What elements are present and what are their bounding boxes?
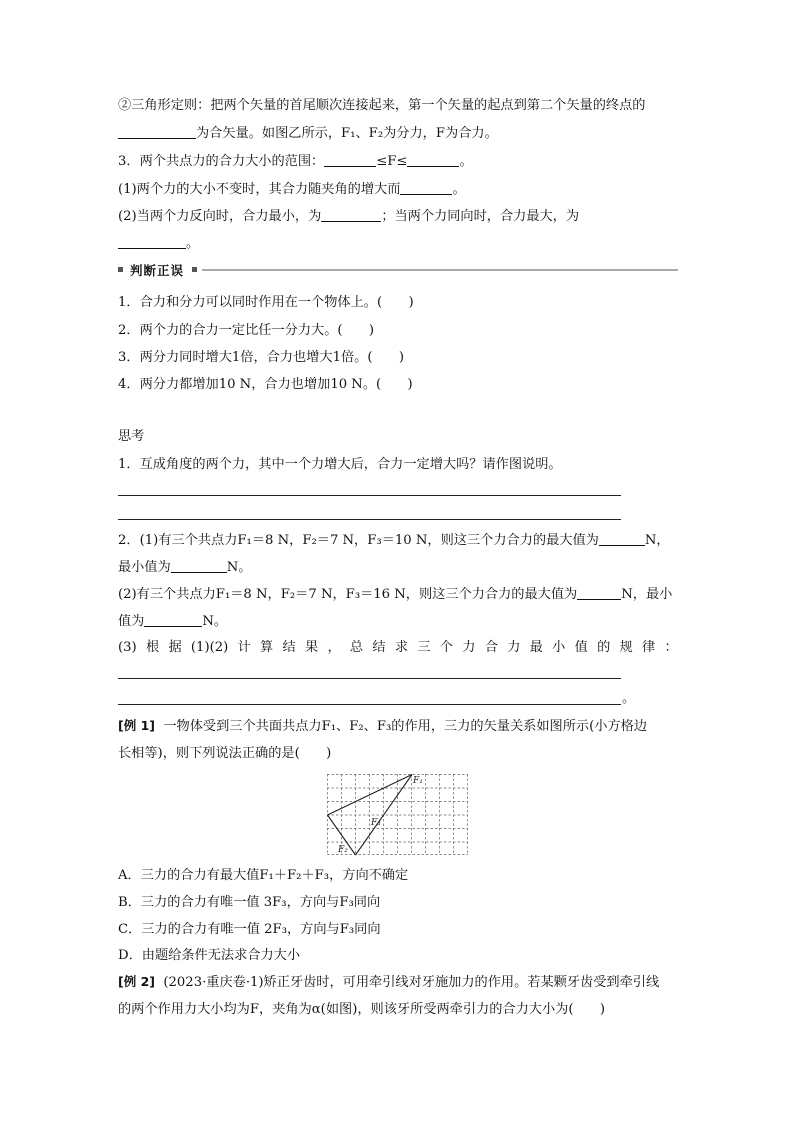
- char: 最: [529, 640, 543, 655]
- char: 结: [282, 640, 296, 655]
- text-span: (2)当两个力反向时，合力最小，为: [118, 209, 322, 224]
- fill-blank[interactable]: [171, 558, 227, 573]
- char: 据: [168, 640, 182, 655]
- grid-lines: [327, 774, 468, 855]
- fill-blank[interactable]: [577, 585, 621, 600]
- section-header: [118, 261, 678, 279]
- example-line: [118, 973, 659, 992]
- char: ：: [664, 640, 678, 655]
- text-span: 。: [186, 236, 200, 251]
- label-f3: F₃: [371, 818, 381, 828]
- think-question-spread: [118, 639, 678, 657]
- text-span: N，最小: [621, 587, 673, 602]
- char: 的: [597, 640, 611, 655]
- option-b[interactable]: B．三力的合力有唯一值 3F₃，方向与F₃同向: [118, 895, 381, 910]
- text-line: [118, 234, 199, 253]
- text-span: ≤F≤: [376, 154, 408, 169]
- text-span: (2023·重庆卷·1)矫正牙齿时，可用牵引线对牙施加力的作用。若某颗牙齿受到牵引线: [163, 975, 660, 990]
- judge-item: 3．两分力同时增大1倍，合力也增大1倍。( ): [118, 350, 405, 365]
- text-span: N，: [644, 533, 670, 548]
- text-span: 为合矢量。如图乙所示，F₁、F₂为分力，F为合力。: [196, 126, 498, 141]
- think-question: [118, 531, 670, 550]
- text-line: 长相等)，则下列说法正确的是( ): [118, 746, 332, 761]
- judge-item: 4．两分力都增加10 N，合力也增加10 N。( ): [118, 377, 413, 392]
- text-span: 一物体受到三个共面共点力F₁、F₂、F₃的作用，三力的矢量关系如图所示(小方格边: [163, 719, 648, 734]
- answer-line[interactable]: [118, 704, 621, 705]
- label-f2: F₂: [338, 845, 348, 855]
- answer-line[interactable]: [118, 678, 621, 679]
- char: 求: [394, 640, 409, 655]
- char: 算: [260, 640, 274, 655]
- fill-blank[interactable]: [400, 180, 452, 195]
- text-span: 最小值为: [118, 560, 171, 575]
- text-span: (1)两个力的大小不变时，其合力随夹角的增大而: [118, 182, 401, 197]
- char: 值: [574, 640, 588, 655]
- text-span: 3．两个共点力的合力大小的范围：: [118, 154, 325, 169]
- char: 总: [349, 640, 364, 655]
- option-a[interactable]: A．三力的合力有最大值F₁＋F₂＋F₃，方向不确定: [118, 868, 409, 883]
- char: 根: [145, 640, 160, 655]
- char: 力: [507, 640, 521, 655]
- text-line: 的两个作用力大小均为F，夹角为α(如图)，则该牙所受两牵引力的合力大小为( ): [118, 1002, 606, 1017]
- text-line: ②三角形定则：把两个矢量的首尾顺次连接起来，第一个矢量的起点到第二个矢量的终点的: [118, 98, 646, 113]
- answer-line[interactable]: [118, 519, 621, 520]
- fill-blank[interactable]: [118, 124, 196, 139]
- example-line: [118, 717, 647, 736]
- text-line: [118, 612, 227, 631]
- fill-blank[interactable]: [407, 152, 459, 167]
- square-icon: [118, 267, 123, 272]
- text-span: ；当两个力同向时，合力最大，为: [381, 209, 580, 224]
- fill-blank[interactable]: [599, 531, 645, 546]
- option-d[interactable]: D．由题给条件无法求合力大小: [118, 948, 301, 963]
- char: 小: [552, 640, 566, 655]
- text-line: [118, 124, 498, 143]
- char: 力: [462, 640, 476, 655]
- answer-line[interactable]: [118, 495, 621, 496]
- text-span: N。: [202, 614, 228, 629]
- think-question: 1．互成角度的两个力，其中一个力增大后，合力一定增大吗？请作图说明。: [118, 457, 562, 472]
- char: 计: [237, 640, 251, 655]
- char: ，: [327, 640, 341, 655]
- section-title: 判断正误: [130, 263, 185, 278]
- text-line: [118, 558, 251, 577]
- think-question: [118, 585, 672, 604]
- label-f1: F₁: [413, 776, 423, 786]
- text-line: [118, 207, 579, 226]
- text-span: (2)有三个共点力F₁＝8 N，F₂＝7 N，F₃＝16 N，则这三个力合力的最大值为: [118, 587, 578, 602]
- example-tag: [例 1]: [118, 718, 155, 733]
- char: 律: [642, 640, 656, 655]
- think-title: 思考: [118, 429, 145, 444]
- text-span: 2．(1)有三个共点力F₁＝8 N，F₂＝7 N，F₃＝10 N，则这三个力合力的最大值为: [118, 533, 599, 548]
- period: 。: [622, 691, 636, 706]
- judge-item: 2．两个力的合力一定比任一分力大。( ): [118, 323, 375, 338]
- char: 结: [372, 640, 386, 655]
- char: (3): [118, 640, 137, 655]
- divider: [202, 269, 678, 271]
- square-icon: [192, 267, 197, 272]
- fill-blank[interactable]: [118, 234, 186, 249]
- char: 规: [619, 640, 633, 655]
- text-line: [118, 152, 473, 171]
- char: 果: [304, 640, 319, 655]
- fill-blank[interactable]: [144, 612, 202, 627]
- fill-blank[interactable]: [324, 152, 376, 167]
- char: 个: [439, 640, 453, 655]
- judge-item: 1．合力和分力可以同时作用在一个物体上。( ): [118, 295, 414, 310]
- fill-blank[interactable]: [321, 207, 381, 222]
- char: 三: [417, 640, 431, 655]
- text-span: 。: [452, 182, 466, 197]
- char: 合: [484, 640, 498, 655]
- text-span: 。: [459, 154, 473, 169]
- vector-grid-figure: [327, 773, 469, 857]
- text-span: N。: [226, 560, 252, 575]
- char: (1)(2): [190, 640, 229, 655]
- option-c[interactable]: C．三力的合力有唯一值 2F₃，方向与F₃同向: [118, 922, 381, 937]
- example-tag: [例 2]: [118, 974, 155, 989]
- text-span: 值为: [118, 614, 145, 629]
- text-line: [118, 180, 466, 199]
